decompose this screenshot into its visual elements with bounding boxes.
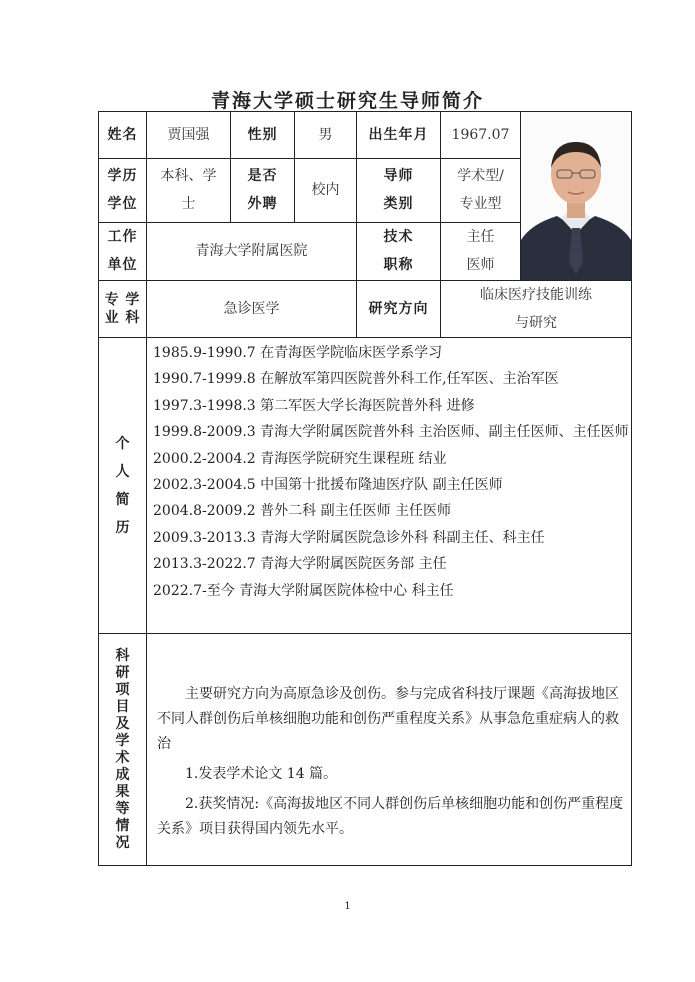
research-label: 科 研 项 目 及 学 术 成 果 等 情 况 — [99, 634, 147, 866]
research-direction-label: 研究方向 — [357, 281, 441, 338]
resume-label: 个 人 简 历 — [99, 338, 147, 634]
resume-entry: 1997.3-1998.3 第二军医大学长海医院普外科 进修 — [153, 397, 475, 414]
profile-table — [98, 111, 632, 866]
birth-value: 1967.07 — [441, 112, 521, 159]
supervisor-type-label: 导师 类别 — [357, 159, 441, 222]
supervisor-type-value: 学术型/ 专业型 — [441, 159, 521, 222]
resume-entry: 2009.3-2013.3 青海大学附属医院急诊外科 科副主任、科主任 — [153, 529, 545, 546]
resume-entry: 2002.3-2004.5 中国第十批援布隆迪医疗队 副主任医师 — [153, 477, 503, 494]
external-label: 是否 外聘 — [231, 159, 295, 222]
education-value: 本科、学 士 — [147, 159, 231, 222]
research-direction-value: 临床医疗技能训练 与研究 — [441, 281, 632, 338]
tech-title-value: 主任 医师 — [441, 222, 521, 280]
major-label: 专 学 业 科 — [99, 281, 147, 338]
gender-label: 性别 — [231, 112, 295, 159]
research-publications: 1.发表学术论文 14 篇。 — [185, 766, 338, 782]
research-content — [147, 634, 632, 866]
resume-entry: 2013.3-2022.7 青海大学附属医院医务部 主任 — [153, 556, 447, 573]
external-value: 校内 — [295, 159, 357, 222]
resume-entry: 1999.8-2009.3 青海大学附属医院普外科 主治医师、副主任医师、主任医师 — [153, 424, 629, 441]
name-value: 贾国强 — [147, 112, 231, 159]
research-intro: 主要研究方向为高原急诊及创伤。参与完成省科技厅课题《高海拔地区不同人群创伤后单核细胞功能和创伤严重程度关系》从事急危重症病人的救治 — [157, 686, 619, 752]
name-label: 姓名 — [99, 112, 147, 159]
document-title: 青海大学硕士研究生导师简介 — [210, 90, 484, 112]
tech-title-label: 技术 职称 — [357, 222, 441, 280]
resume-entry: 2004.8-2009.2 普外二科 副主任医师 主任医师 — [153, 503, 452, 520]
portrait-photo — [521, 112, 631, 280]
resume-entry: 1985.9-1990.7 在青海医学院临床医学系学习 — [153, 345, 443, 361]
resume-entry: 2000.2-2004.2 青海医学院研究生课程班 结业 — [153, 450, 447, 467]
resume-entry: 1990.7-1999.8 在解放军第四医院普外科工作,任军医、主治军医 — [153, 371, 559, 388]
work-unit-label: 工作 单位 — [99, 222, 147, 280]
resume-entry: 2022.7-至今 青海大学附属医院体检中心 科主任 — [153, 582, 454, 599]
gender-value: 男 — [295, 112, 357, 159]
resume-content — [147, 338, 632, 634]
portrait-cell — [521, 112, 632, 281]
research-awards: 2.获奖情况:《高海拔地区不同人群创伤后单核细胞功能和创伤严重程度关系》项目获得国内领先水平。 — [157, 796, 624, 837]
education-label: 学历 学位 — [99, 159, 147, 222]
major-value: 急诊医学 — [147, 281, 357, 338]
birth-label: 出生年月 — [357, 112, 441, 159]
work-unit-value: 青海大学附属医院 — [147, 222, 357, 280]
page-number: 1 — [344, 901, 351, 912]
